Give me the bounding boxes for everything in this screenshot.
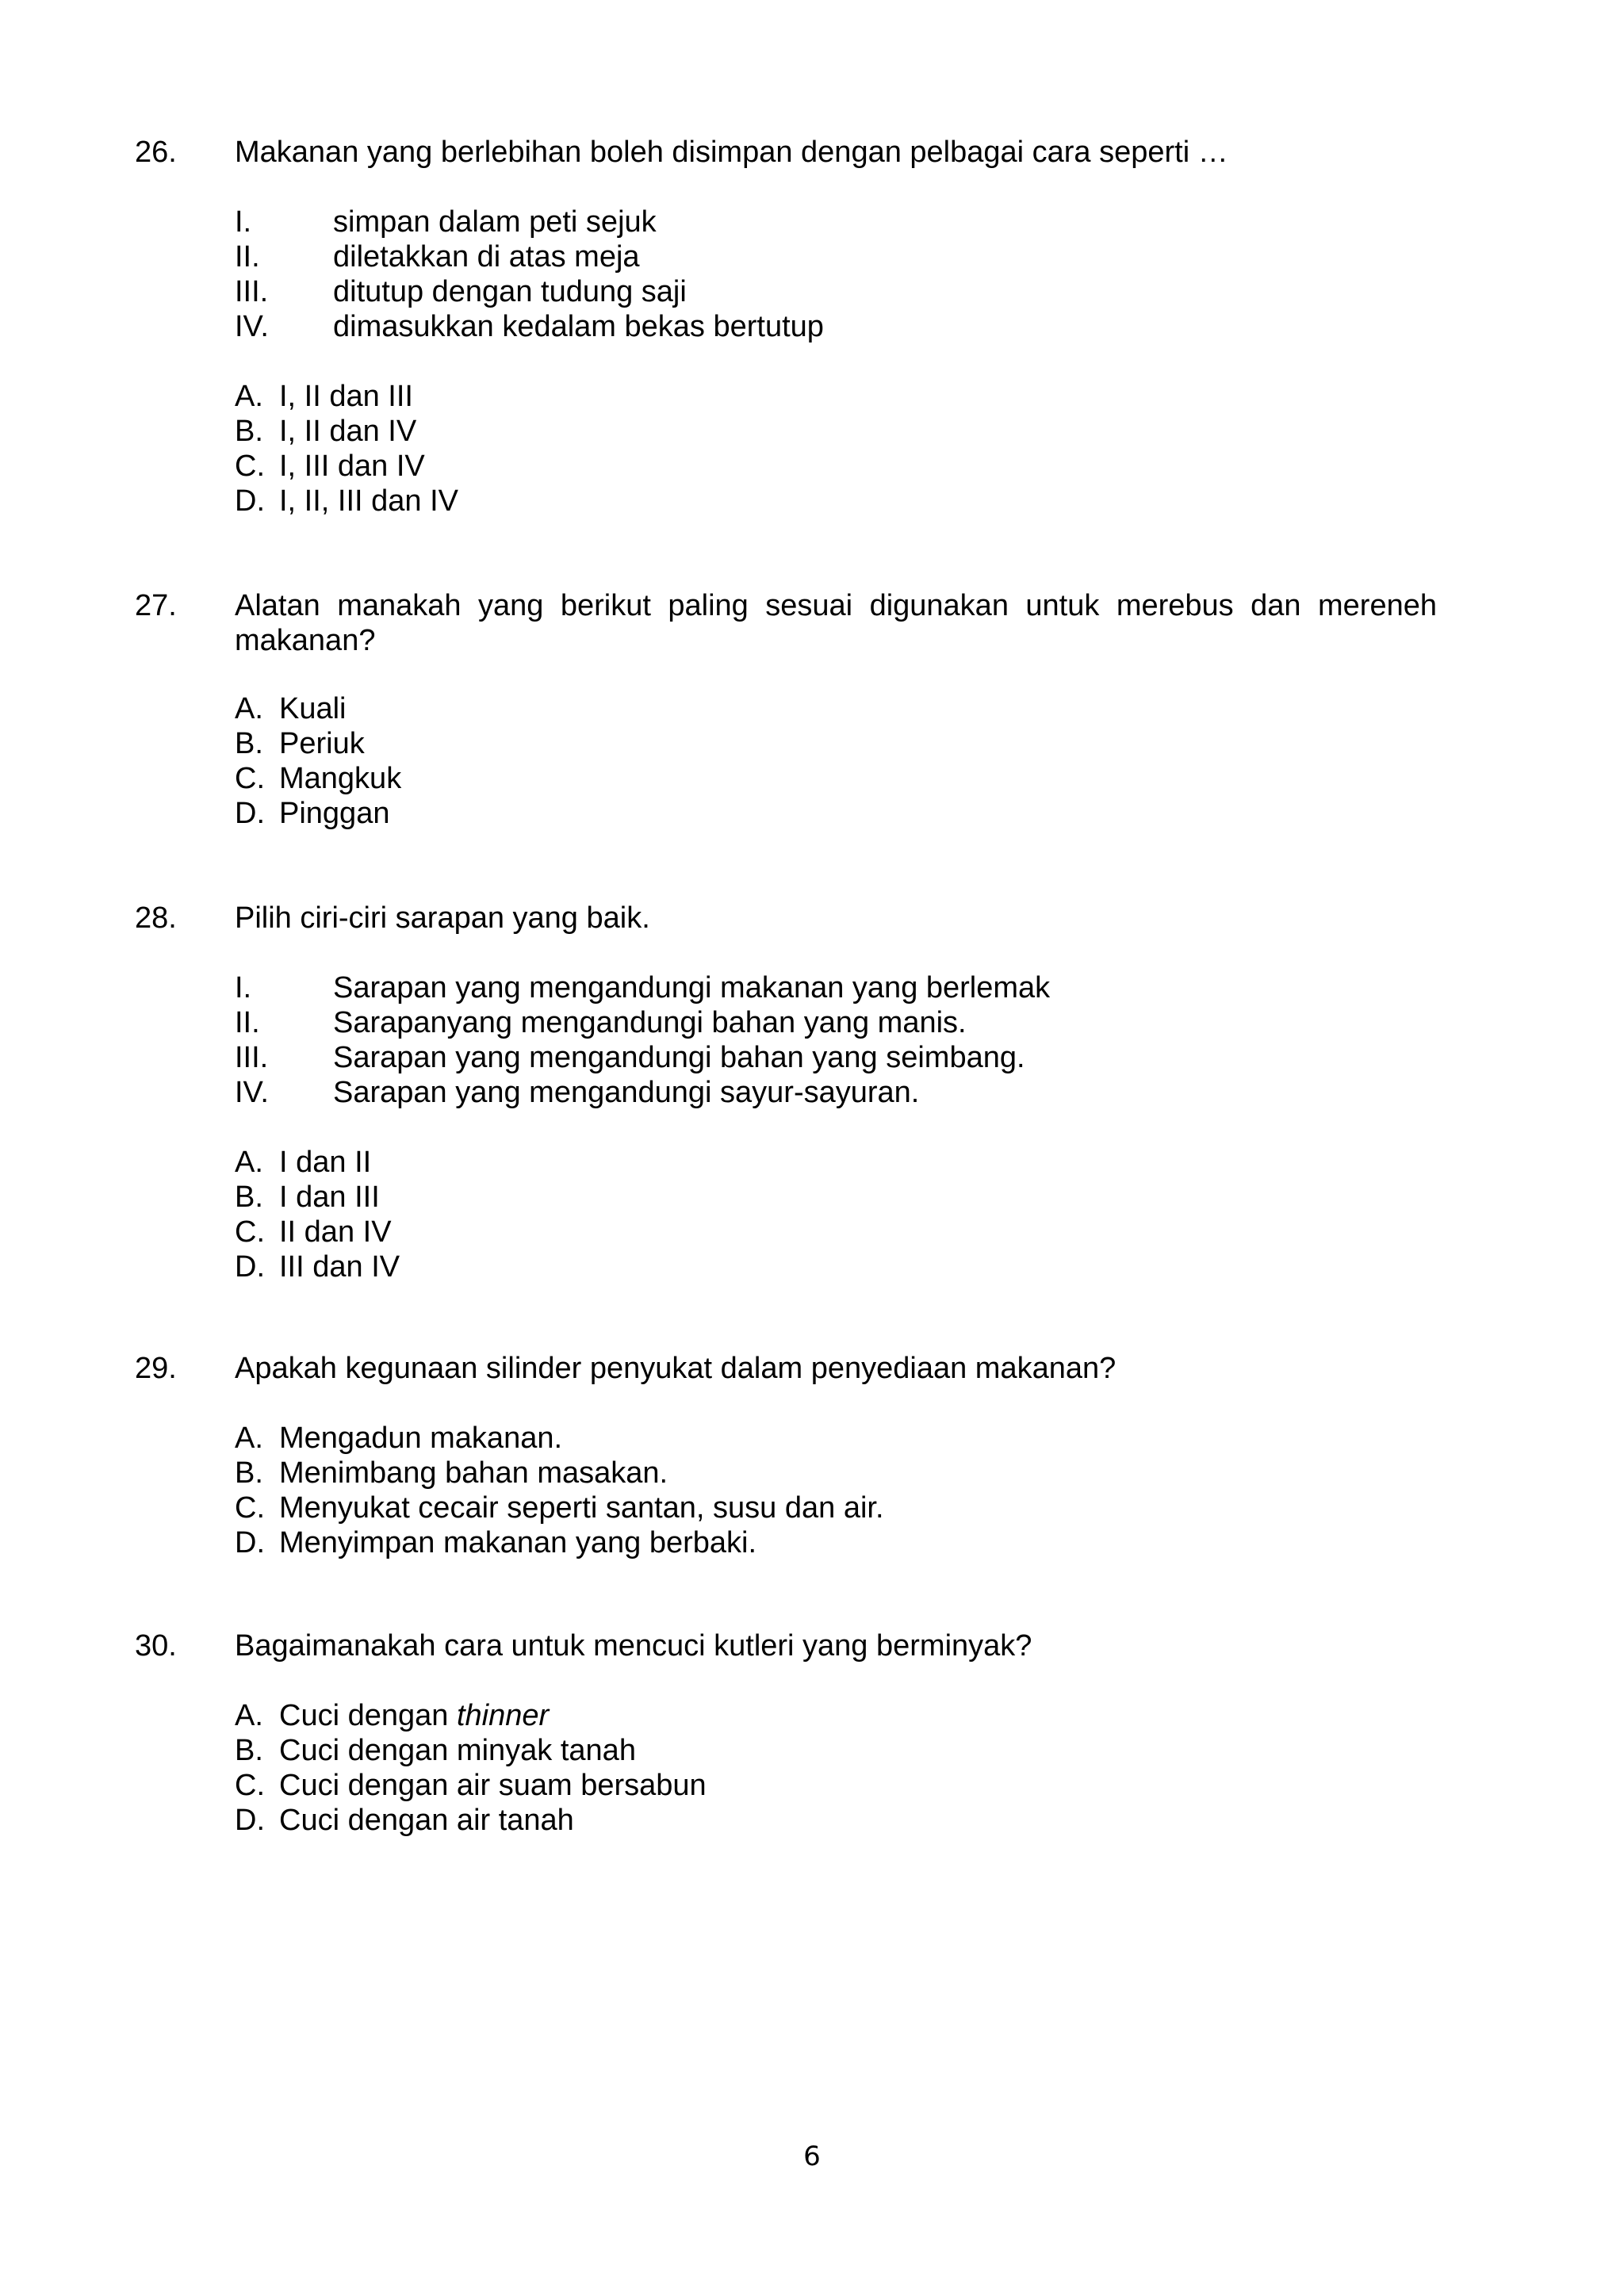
answer-option bbox=[235, 691, 1424, 726]
answer-option bbox=[235, 1803, 1424, 1838]
question-text bbox=[235, 588, 1437, 658]
answer-option bbox=[235, 1768, 1424, 1803]
option-text: I, II dan III bbox=[279, 380, 413, 413]
answer-option bbox=[235, 1733, 1424, 1768]
option-text: III dan IV bbox=[279, 1250, 400, 1284]
statement-text: simpan dalam peti sejuk bbox=[333, 205, 657, 239]
statement-numeral: III. bbox=[235, 1041, 269, 1074]
statement-list bbox=[235, 970, 1424, 1110]
statement-item bbox=[235, 970, 1424, 1005]
statement-item bbox=[235, 239, 1424, 274]
answer-option bbox=[235, 1215, 1424, 1249]
option-text: I, II, III dan IV bbox=[279, 484, 458, 518]
answer-option bbox=[235, 1421, 1424, 1456]
option-text: Kuali bbox=[279, 692, 347, 725]
statement-numeral: IV. bbox=[235, 310, 269, 343]
answer-option bbox=[235, 379, 1424, 414]
answer-option bbox=[235, 1145, 1424, 1180]
option-letter: D. bbox=[235, 1526, 265, 1559]
option-letter: B. bbox=[235, 415, 263, 448]
option-letter: C. bbox=[235, 450, 265, 483]
option-letter: D. bbox=[235, 1250, 265, 1284]
answer-option bbox=[235, 761, 1424, 796]
statement-text: ditutup dengan tudung saji bbox=[333, 275, 687, 308]
answer-option bbox=[235, 726, 1424, 761]
option-letter: D. bbox=[235, 484, 265, 518]
option-letter: D. bbox=[235, 1804, 265, 1837]
option-letter: A. bbox=[235, 1146, 263, 1179]
option-text: Cuci dengan air suam bersabun bbox=[279, 1769, 707, 1802]
option-text: II dan IV bbox=[279, 1215, 392, 1249]
statement-text: Sarapan yang mengandungi bahan yang seimbang. bbox=[333, 1041, 1025, 1074]
option-letter: C. bbox=[235, 1215, 265, 1249]
option-text: Cuci dengan minyak tanah bbox=[279, 1734, 636, 1767]
option-text-italic: thinner bbox=[456, 1699, 550, 1732]
option-letter: D. bbox=[235, 797, 265, 830]
statement-numeral: IV. bbox=[235, 1076, 269, 1109]
option-text: I, II dan IV bbox=[279, 415, 417, 448]
option-text: Cuci dengan bbox=[279, 1699, 449, 1732]
answer-options bbox=[235, 379, 1424, 519]
question-number: 28. bbox=[135, 901, 177, 935]
statement-numeral: II. bbox=[235, 240, 260, 274]
answer-option bbox=[235, 449, 1424, 484]
option-text: Mangkuk bbox=[279, 762, 402, 795]
option-text: Menimbang bahan masakan. bbox=[279, 1456, 668, 1490]
option-text: I dan II bbox=[279, 1146, 372, 1179]
option-letter: A. bbox=[235, 692, 263, 725]
answer-options bbox=[235, 1698, 1424, 1838]
option-text: I dan III bbox=[279, 1181, 380, 1214]
question-text-line: makanan? bbox=[235, 624, 376, 657]
option-text: Periuk bbox=[279, 727, 365, 760]
statement-text: diletakkan di atas meja bbox=[333, 240, 640, 274]
option-letter: A. bbox=[235, 1422, 263, 1455]
statement-text: dimasukkan kedalam bekas bertutup bbox=[333, 310, 824, 343]
question-text: Apakah kegunaan silinder penyukat dalam penyediaan makanan? bbox=[235, 1352, 1116, 1385]
page-number: 6 bbox=[803, 2141, 821, 2172]
option-text: Menyukat cecair seperti santan, susu dan air. bbox=[279, 1491, 884, 1525]
statement-item bbox=[235, 274, 1424, 309]
answer-option bbox=[235, 1249, 1424, 1284]
statement-text: Sarapan yang mengandungi sayur-sayuran. bbox=[333, 1076, 920, 1109]
statement-item bbox=[235, 1040, 1424, 1075]
answer-option bbox=[235, 1180, 1424, 1215]
statement-numeral: II. bbox=[235, 1006, 260, 1039]
question-text-line: Alatan manakah yang berikut paling sesuai digunakan untuk merebus dan mereneh bbox=[235, 589, 1437, 622]
answer-option bbox=[235, 484, 1424, 519]
option-text: Pinggan bbox=[279, 797, 390, 830]
question-text: Makanan yang berlebihan boleh disimpan dengan pelbagai cara seperti … bbox=[235, 136, 1228, 169]
option-letter: B. bbox=[235, 1734, 263, 1767]
answer-options bbox=[235, 691, 1424, 831]
option-text: Menyimpan makanan yang berbaki. bbox=[279, 1526, 757, 1559]
statement-list bbox=[235, 205, 1424, 344]
option-letter: A. bbox=[235, 1699, 263, 1732]
statement-item bbox=[235, 309, 1424, 344]
statement-numeral: I. bbox=[235, 971, 252, 1004]
question-number: 26. bbox=[135, 136, 177, 169]
option-letter: C. bbox=[235, 1491, 265, 1525]
question-text: Pilih ciri-ciri sarapan yang baik. bbox=[235, 901, 650, 935]
answer-option bbox=[235, 1525, 1424, 1560]
option-letter: B. bbox=[235, 727, 263, 760]
option-text: Cuci dengan air tanah bbox=[279, 1804, 574, 1837]
statement-text: Sarapan yang mengandungi makanan yang berlemak bbox=[333, 971, 1051, 1004]
option-letter: C. bbox=[235, 762, 265, 795]
answer-options bbox=[235, 1421, 1424, 1560]
option-letter: B. bbox=[235, 1456, 263, 1490]
option-text: Mengadun makanan. bbox=[279, 1422, 563, 1455]
question-number: 29. bbox=[135, 1352, 177, 1385]
question-number: 30. bbox=[135, 1629, 177, 1663]
question-number: 27. bbox=[135, 589, 177, 622]
option-letter: A. bbox=[235, 380, 263, 413]
answer-option bbox=[235, 1456, 1424, 1490]
statement-numeral: III. bbox=[235, 275, 269, 308]
option-letter: B. bbox=[235, 1181, 263, 1214]
answer-option bbox=[235, 1490, 1424, 1525]
answer-options bbox=[235, 1145, 1424, 1284]
statement-text: Sarapanyang mengandungi bahan yang manis. bbox=[333, 1006, 967, 1039]
answer-option bbox=[235, 1698, 1424, 1733]
option-letter: C. bbox=[235, 1769, 265, 1802]
answer-option bbox=[235, 414, 1424, 449]
answer-option bbox=[235, 796, 1424, 831]
option-text: I, III dan IV bbox=[279, 450, 425, 483]
statement-item bbox=[235, 205, 1424, 239]
statement-item bbox=[235, 1075, 1424, 1110]
statement-item bbox=[235, 1005, 1424, 1040]
question-text: Bagaimanakah cara untuk mencuci kutleri yang berminyak? bbox=[235, 1629, 1032, 1663]
statement-numeral: I. bbox=[235, 205, 252, 239]
